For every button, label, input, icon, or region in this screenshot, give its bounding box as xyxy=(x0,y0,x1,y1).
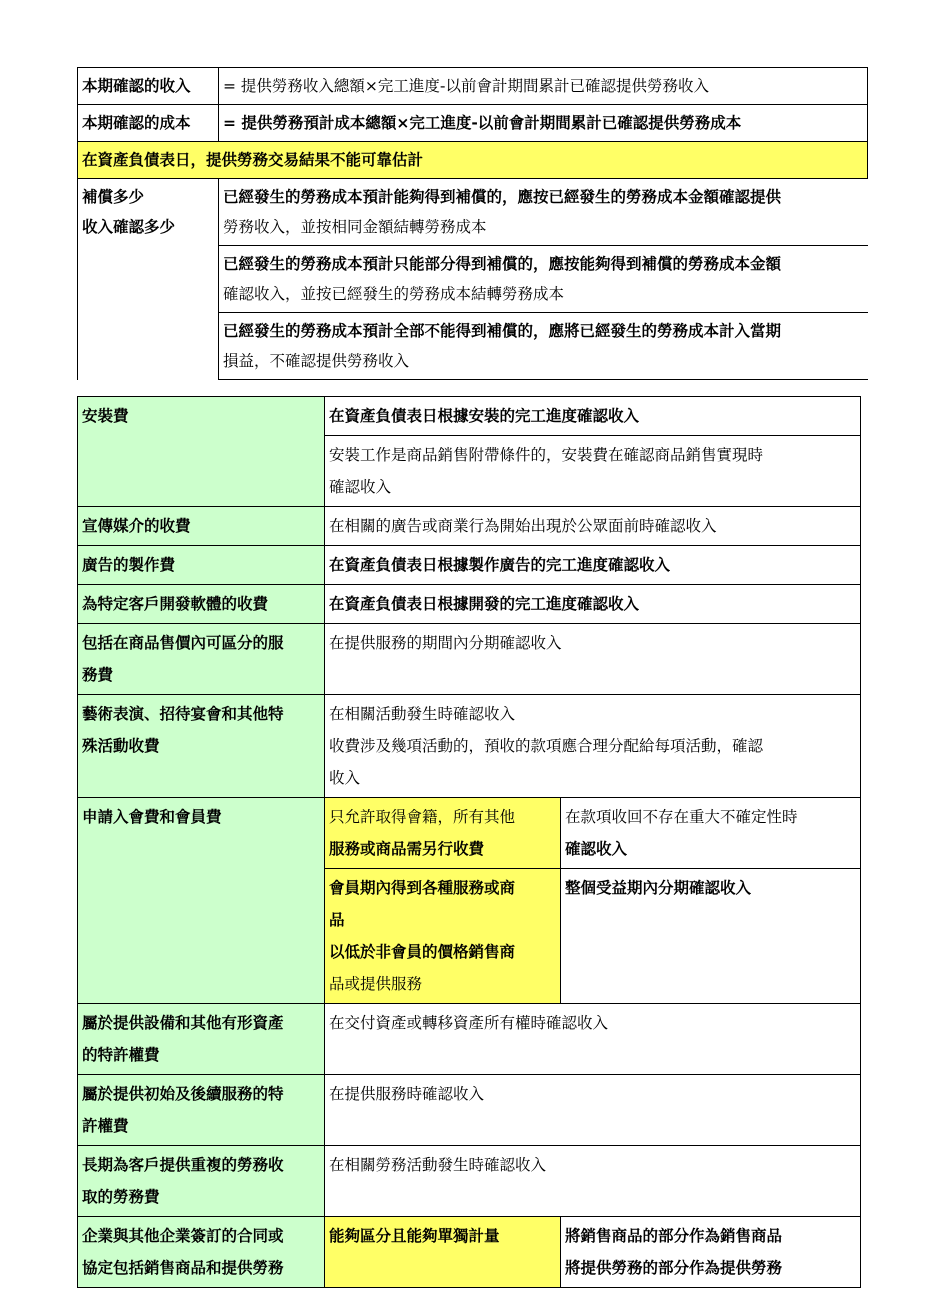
case-no-compensation xyxy=(219,313,868,380)
table-row xyxy=(78,624,861,695)
franchise-services-label xyxy=(78,1075,325,1146)
table-row xyxy=(78,1217,861,1288)
install-fee-rule-2 xyxy=(325,436,861,507)
text-line: 殊活動收費 xyxy=(82,737,160,755)
text-line: 將提供勞務的部分作為提供勞務 xyxy=(565,1259,783,1277)
current-cost-label: 本期確認的成本 xyxy=(78,105,219,142)
membership-fee-label: 申請入會費和會員費 xyxy=(78,798,325,1004)
case-line: 勞務收入，並按相同金額結轉勞務成本 xyxy=(223,218,487,236)
case-line: 已經發生的勞務成本預計能夠得到補償的，應按已經發生的勞務成本金額確認提供 xyxy=(223,188,782,206)
text-line: 在相關活動發生時確認收入 xyxy=(329,705,516,723)
text-line: 品或提供服務 xyxy=(329,975,423,993)
text-line: 收入 xyxy=(329,769,361,787)
text-line: 只允許取得會籍，所有其他 xyxy=(329,808,516,826)
text-line: 收費涉及幾項活動的，預收的款項應合理分配給每項活動，確認 xyxy=(329,737,764,755)
current-revenue-formula: = 提供勞務收入總額×完工進度-以前會計期間累計已確認提供勞務收入 xyxy=(219,68,868,105)
table-row xyxy=(78,695,861,798)
current-cost-formula: = 提供勞務預計成本總額×完工進度-以前會計期間累計已確認提供勞務成本 xyxy=(219,105,868,142)
media-fee-rule: 在相關的廣告或商業行為開始出現於公眾面前時確認收入 xyxy=(325,507,861,546)
franchise-services-rule: 在提供服務時確認收入 xyxy=(325,1075,861,1146)
text-line: 包括在商品售價內可區分的服 xyxy=(82,634,284,652)
table-row xyxy=(78,1146,861,1217)
long-term-fee-label xyxy=(78,1146,325,1217)
text-line: 企業與其他企業簽訂的合同或 xyxy=(82,1227,284,1245)
service-in-price-rule: 在提供服務的期間內分期確認收入 xyxy=(325,624,861,695)
current-revenue-label: 本期確認的收入 xyxy=(78,68,219,105)
text-line: 確認收入 xyxy=(329,478,392,496)
ad-fee-rule: 在資產負債表日根據製作廣告的完工進度確認收入 xyxy=(325,546,861,585)
events-fee-label xyxy=(78,695,325,798)
table-row xyxy=(78,105,868,142)
table-row xyxy=(78,142,868,179)
text-line: 協定包括銷售商品和提供勞務 xyxy=(82,1259,284,1277)
text-line: 品 xyxy=(329,911,345,929)
contract-condition: 能夠區分且能夠單獨計量 xyxy=(325,1217,561,1288)
text-line: 會員期內得到各種服務或商 xyxy=(329,879,516,897)
text-line: 將銷售商品的部分作為銷售商品 xyxy=(565,1227,783,1245)
table-row xyxy=(78,1004,861,1075)
membership-result-1 xyxy=(561,798,861,869)
membership-condition-2 xyxy=(325,869,561,1004)
media-fee-label: 宣傳媒介的收費 xyxy=(78,507,325,546)
case-line: 損益，不確認提供勞務收入 xyxy=(223,352,410,370)
case-line: 已經發生的勞務成本預計只能部分得到補償的，應按能夠得到補償的勞務成本金額 xyxy=(223,255,782,273)
table-row xyxy=(78,397,861,436)
table-row xyxy=(78,585,861,624)
compensation-label-line2: 收入確認多少 xyxy=(82,218,176,236)
franchise-assets-rule: 在交付資產或轉移資產所有權時確認收入 xyxy=(325,1004,861,1075)
compensation-label-line1: 補償多少 xyxy=(82,188,145,206)
text-line: 確認收入 xyxy=(565,840,628,858)
text-line: 務費 xyxy=(82,666,114,684)
case-partial-compensation xyxy=(219,246,868,313)
text-line: 屬於提供初始及後續服務的特 xyxy=(82,1085,284,1103)
franchise-assets-label xyxy=(78,1004,325,1075)
contract-result xyxy=(561,1217,861,1288)
text-line: 服務或商品需另行收費 xyxy=(329,840,485,858)
compensation-label xyxy=(78,179,219,380)
events-fee-rule xyxy=(325,695,861,798)
text-line: 以低於非會員的價格銷售商 xyxy=(329,943,516,961)
section-header: 在資產負債表日，提供勞務交易結果不能可靠估計 xyxy=(78,142,868,179)
table-row xyxy=(78,798,861,869)
text-line: 屬於提供設備和其他有形資產 xyxy=(82,1014,284,1032)
case-line: 確認收入，並按已經發生的勞務成本結轉勞務成本 xyxy=(223,285,565,303)
software-fee-rule: 在資產負債表日根據開發的完工進度確認收入 xyxy=(325,585,861,624)
text-line: 許權費 xyxy=(82,1117,129,1135)
table-row xyxy=(78,507,861,546)
service-in-price-label xyxy=(78,624,325,695)
text-line: 在款項收回不存在重大不確定性時 xyxy=(565,808,798,826)
table-row xyxy=(78,546,861,585)
software-fee-label: 為特定客戶開發軟體的收費 xyxy=(78,585,325,624)
membership-condition-1 xyxy=(325,798,561,869)
install-fee-rule-1: 在資產負債表日根據安裝的完工進度確認收入 xyxy=(325,397,861,436)
revenue-recognition-table xyxy=(77,67,868,380)
ad-fee-label: 廣告的製作費 xyxy=(78,546,325,585)
text-line: 取的勞務費 xyxy=(82,1188,160,1206)
special-revenue-table xyxy=(77,396,861,1288)
membership-result-2: 整個受益期內分期確認收入 xyxy=(561,869,861,1004)
contract-label xyxy=(78,1217,325,1288)
case-line: 已經發生的勞務成本預計全部不能得到補償的，應將已經發生的勞務成本計入當期 xyxy=(223,322,782,340)
install-fee-label: 安裝費 xyxy=(78,397,325,507)
text-line: 藝術表演、招待宴會和其他特 xyxy=(82,705,284,723)
text-line: 安裝工作是商品銷售附帶條件的，安裝費在確認商品銷售實現時 xyxy=(329,446,764,464)
long-term-fee-rule: 在相關勞務活動發生時確認收入 xyxy=(325,1146,861,1217)
case-full-compensation xyxy=(219,179,868,246)
text-line: 長期為客戶提供重複的勞務收 xyxy=(82,1156,284,1174)
table-row xyxy=(78,1075,861,1146)
table-row xyxy=(78,68,868,105)
text-line: 的特許權費 xyxy=(82,1046,160,1064)
table-row xyxy=(78,179,868,246)
